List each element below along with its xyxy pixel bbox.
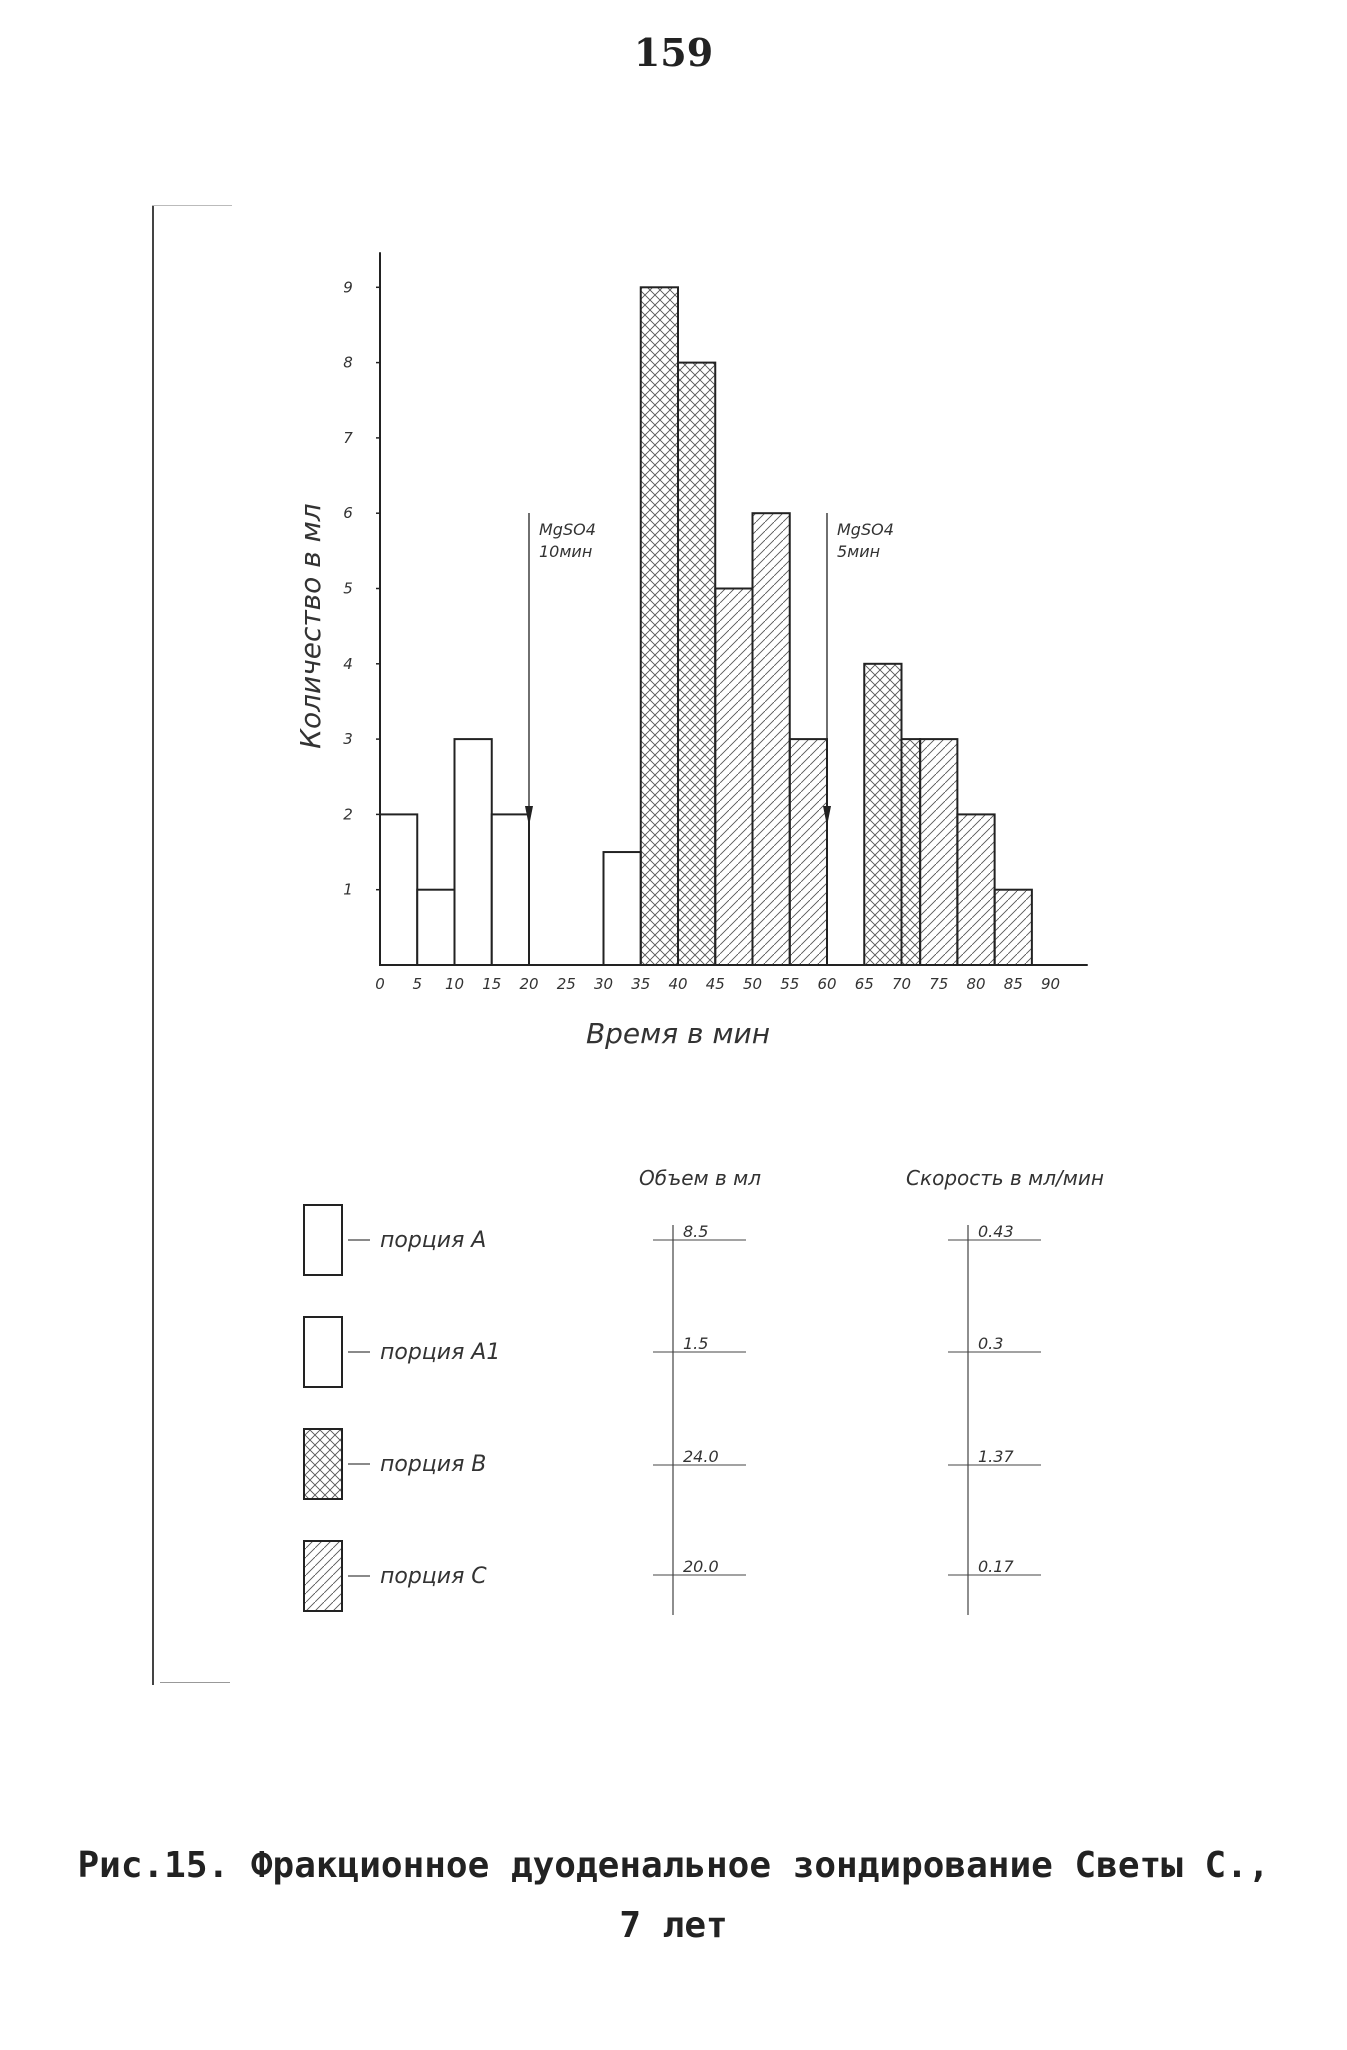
x-tick-label-9: 45 (705, 975, 725, 993)
x-tick-label-1: 5 (412, 975, 423, 993)
bar-5 (641, 287, 678, 965)
bar-0 (380, 814, 417, 965)
legend-swatch-1 (304, 1317, 342, 1387)
annotation-label-1-line1: MgSO4 (837, 520, 894, 539)
legend-label-2: порция В (380, 1452, 487, 1477)
y-tick-label-7: 8 (343, 353, 353, 372)
legend-volume-value-1: 1.5 (683, 1334, 709, 1353)
y-tick-label-5: 6 (343, 504, 353, 523)
y-tick-label-1: 2 (343, 805, 353, 824)
y-tick-label-0: 1 (343, 880, 353, 899)
legend-header-volume: Объем в мл (639, 1166, 761, 1190)
legend-swatch-2 (304, 1429, 342, 1499)
y-tick-label-6: 7 (343, 428, 353, 447)
bar-13 (957, 814, 994, 965)
legend-label-0: порция А (380, 1228, 487, 1253)
legend-speed-value-0: 0.43 (978, 1222, 1014, 1241)
y-tick-label-8: 9 (343, 278, 353, 297)
legend-swatch-3 (304, 1541, 342, 1611)
x-tick-label-4: 20 (519, 975, 539, 993)
bar-10 (864, 664, 901, 965)
legend-header-speed: Скорость в мл/мин (906, 1166, 1104, 1190)
x-tick-label-11: 55 (780, 975, 800, 993)
bar-1 (417, 890, 454, 965)
x-tick-label-13: 65 (854, 975, 874, 993)
bar-6 (678, 363, 715, 965)
figure-caption-line1: Рис.15. Фракционное дуоденальное зондирование Светы С., (77, 1845, 1270, 1886)
annotation-label-0-line1: MgSO4 (539, 520, 596, 539)
legend-label-1: порция А1 (380, 1340, 501, 1365)
y-tick-label-2: 3 (343, 730, 353, 749)
y-tick-label-4: 5 (343, 579, 353, 598)
x-tick-label-8: 40 (668, 975, 688, 993)
x-tick-label-15: 75 (929, 975, 949, 993)
annotation-label-0-line2: 10мин (539, 542, 593, 561)
bar-11 (902, 739, 921, 965)
x-tick-label-7: 35 (631, 975, 651, 993)
x-axis-title: Время в мин (585, 1017, 771, 1050)
x-tick-label-12: 60 (817, 975, 837, 993)
x-tick-label-14: 70 (891, 975, 912, 993)
x-tick-label-16: 80 (966, 975, 986, 993)
legend-volume-value-3: 20.0 (683, 1557, 719, 1576)
bar-4 (604, 852, 641, 965)
page-number: 159 (633, 30, 714, 75)
legend-volume-value-2: 24.0 (683, 1447, 719, 1466)
bar-12 (920, 739, 957, 965)
y-tick-label-3: 4 (343, 654, 353, 673)
legend-speed-value-2: 1.37 (978, 1447, 1014, 1466)
bar-9 (790, 739, 827, 965)
annotation-label-1-line2: 5мин (837, 542, 881, 561)
x-tick-label-0: 0 (375, 975, 385, 993)
x-tick-label-10: 50 (742, 975, 763, 993)
y-axis-title: Количество в мл (294, 503, 327, 749)
legend-speed-value-3: 0.17 (978, 1557, 1014, 1576)
bar-14 (995, 890, 1032, 965)
x-tick-label-3: 15 (482, 975, 502, 993)
x-tick-label-6: 30 (593, 975, 614, 993)
legend-swatch-0 (304, 1205, 342, 1275)
bar-3 (492, 814, 529, 965)
legend-volume-value-0: 8.5 (683, 1222, 709, 1241)
x-tick-label-17: 85 (1003, 975, 1023, 993)
x-tick-label-2: 10 (444, 975, 465, 993)
legend-label-3: порция С (380, 1564, 487, 1589)
x-tick-label-5: 25 (556, 975, 576, 993)
x-tick-label-18: 90 (1040, 975, 1061, 993)
bar-2 (455, 739, 492, 965)
bar-7 (715, 589, 752, 966)
legend-speed-value-1: 0.3 (978, 1334, 1004, 1353)
figure-caption-line2: 7 лет (619, 1905, 728, 1946)
bar-8 (753, 513, 790, 965)
